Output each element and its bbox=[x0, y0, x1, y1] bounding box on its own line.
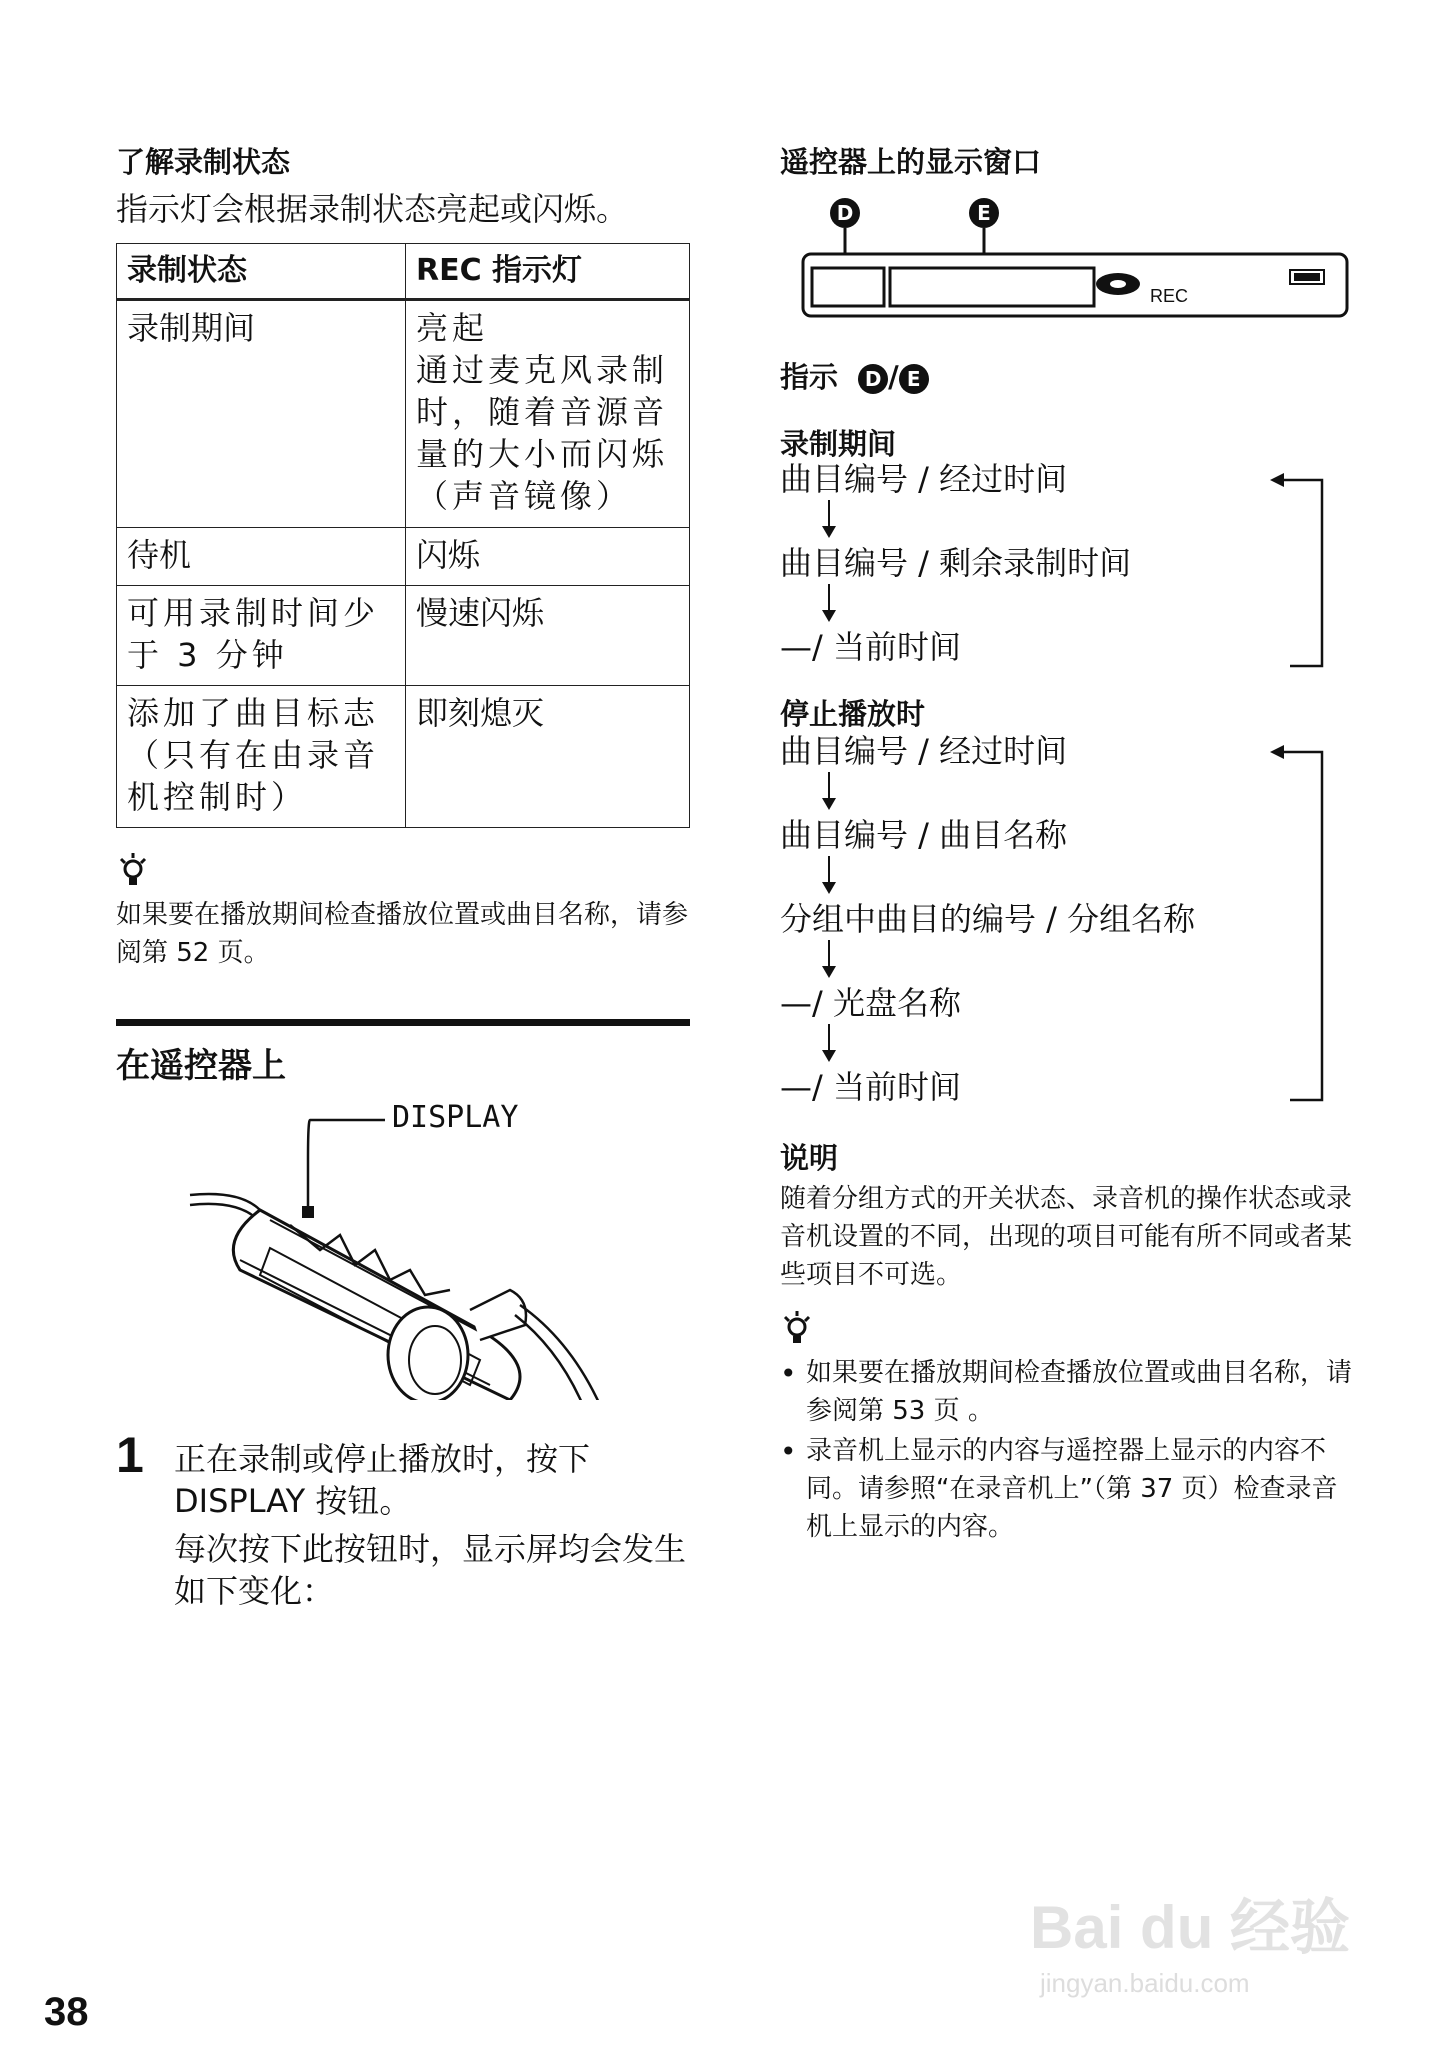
table-cell: 可用录制时间少于 3 分钟 bbox=[117, 586, 406, 686]
recording-item: 曲目编号 / 经过时间 bbox=[780, 460, 1068, 498]
stop-item: —/ 当前时间 bbox=[780, 1068, 961, 1106]
tip-item: 录音机上显示的内容与遥控器上显示的内容不同。请参照“在录音机上”（第 37 页）检查录音机上显示的内容。 bbox=[806, 1436, 1338, 1542]
stop-item: 曲目编号 / 曲目名称 bbox=[780, 816, 1068, 854]
table-cell: 录制期间 bbox=[117, 300, 406, 528]
down-arrow-icon bbox=[828, 1024, 830, 1060]
page-number: 38 bbox=[44, 1990, 89, 2034]
stop-title: 停止播放时 bbox=[780, 697, 926, 731]
table-cell: 添加了曲目标志（只有在由录音机控制时） bbox=[117, 686, 406, 828]
intro-text: 指示灯会根据录制状态亮起或闪烁。 bbox=[116, 190, 629, 228]
note-title: 说明 bbox=[780, 1141, 839, 1175]
section-title: 了解录制状态 bbox=[116, 145, 291, 179]
display-window-title: 遥控器上的显示窗口 bbox=[780, 145, 1042, 179]
down-arrow-icon bbox=[828, 940, 830, 976]
rec-state-description: 通过麦克风录制时，随着音源音量的大小而闪烁（声音镜像） bbox=[416, 351, 669, 515]
recording-title: 录制期间 bbox=[780, 427, 897, 461]
remote-heading: 在遥控器上 bbox=[116, 1046, 286, 1086]
step-line-1: 正在录制或停止播放时，按下 bbox=[174, 1440, 591, 1478]
table-cell: 待机 bbox=[117, 528, 406, 586]
recording-item: 曲目编号 / 剩余录制时间 bbox=[780, 544, 1132, 582]
down-arrow-icon bbox=[828, 856, 830, 892]
step-note: 每次按下此按钮时，显示屏均会发生如下变化： bbox=[174, 1530, 687, 1610]
section-divider bbox=[116, 1019, 690, 1026]
down-arrow-icon bbox=[828, 772, 830, 808]
watermark-url: jingyan.baidu.com bbox=[1040, 1968, 1250, 1998]
bullet-dot: • bbox=[780, 1357, 797, 1390]
table-cell: 闪烁 bbox=[406, 528, 690, 586]
stop-item: 曲目编号 / 经过时间 bbox=[780, 732, 1068, 770]
tip-lightbulb-icon bbox=[782, 1310, 812, 1346]
step-number: 1 bbox=[116, 1427, 144, 1483]
loop-bracket-icon bbox=[1270, 466, 1330, 676]
rec-label: REC bbox=[1150, 286, 1189, 306]
step-line-2: DISPLAY 按钮。 bbox=[174, 1482, 412, 1520]
remote-control-illustration bbox=[180, 1100, 620, 1400]
tip-item: 如果要在播放期间检查播放位置或曲目名称，请参阅第 53 页 。 bbox=[806, 1358, 1353, 1426]
stop-item: —/ 光盘名称 bbox=[780, 984, 961, 1022]
table-cell-text bbox=[416, 307, 679, 517]
table-header-rec: REC 指示灯 bbox=[406, 244, 690, 300]
tip-text: 如果要在播放期间检查播放位置或曲目名称，请参阅第 52 页。 bbox=[116, 900, 689, 968]
display-window-diagram bbox=[800, 228, 1350, 323]
down-arrow-icon bbox=[828, 500, 830, 536]
recording-item: —/ 当前时间 bbox=[780, 628, 961, 666]
table-cell bbox=[406, 300, 690, 528]
rec-state-on: 亮起 bbox=[416, 309, 489, 347]
table-cell: 慢速闪烁 bbox=[406, 586, 690, 686]
marker-d: D bbox=[830, 198, 860, 228]
stop-item: 分组中曲目的编号 / 分组名称 bbox=[780, 900, 1196, 938]
table-header-status: 录制状态 bbox=[117, 244, 406, 300]
watermark-logo: Bai du 经验 bbox=[1030, 1894, 1351, 1961]
note-text: 随着分组方式的开关状态、录音机的操作状态或录音机设置的不同，出现的项目可能有所不同或者某些项目不可选。 bbox=[780, 1184, 1353, 1290]
loop-bracket-icon bbox=[1270, 738, 1330, 1108]
table-cell: 即刻熄灭 bbox=[406, 686, 690, 828]
recording-status-table bbox=[116, 243, 690, 828]
bullet-dot: • bbox=[780, 1435, 797, 1468]
display-label: DISPLAY bbox=[392, 1100, 519, 1135]
indicator-heading: 指示 D / E bbox=[780, 355, 929, 396]
marker-e: E bbox=[969, 198, 999, 228]
step-instruction bbox=[174, 1438, 694, 1522]
tip-lightbulb-icon bbox=[118, 852, 148, 888]
down-arrow-icon bbox=[828, 584, 830, 620]
